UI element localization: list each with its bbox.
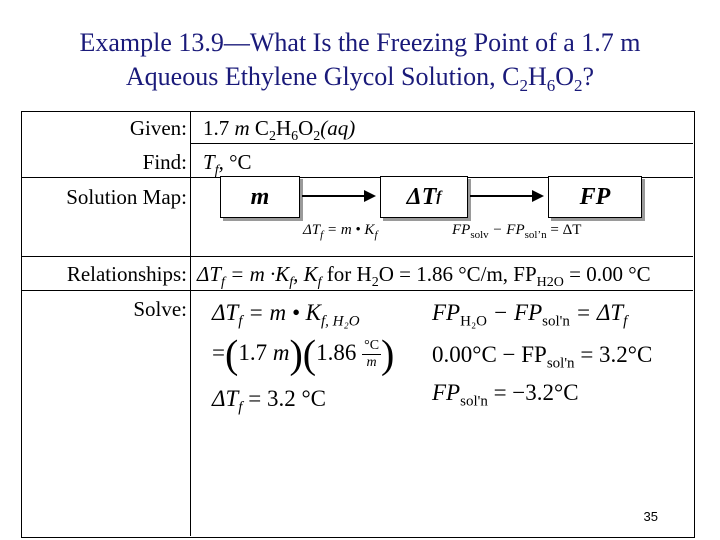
eq-text: − FP [488,222,525,238]
rel-sub: H2O [536,275,564,291]
solve-text: FP [432,380,461,405]
solve-text: 1.7 [238,339,268,365]
paren-close: ) [381,331,395,377]
find-sub: f [214,163,219,179]
solve-text: 1.86 [316,339,357,365]
map-box-fp [548,176,642,218]
eq-sub: sol’n [524,229,547,241]
solve-eq-left-2 [212,331,395,377]
fraction [362,338,381,371]
arrow-icon [302,186,376,206]
map-box-sub: f [436,188,442,205]
solve-sub: f [238,313,243,330]
paren-open: ( [302,331,317,377]
solve-eq-left-1 [212,300,360,331]
solve-text: = −3.2°C [487,380,579,405]
given-element: O [298,116,314,140]
title-sub: 2 [574,76,583,96]
title-text: O [555,62,575,91]
solve-text: = 3.2°C [574,342,653,367]
rel-text: = 0.00 °C [563,262,651,286]
rel-text: for H [321,262,372,286]
find-unit: , °C [218,150,252,174]
solve-text: ΔT [212,300,239,325]
eq-sub: f [320,229,324,241]
find-label: Find: [142,150,187,174]
solve-text: FP [432,300,461,325]
solve-text: − FP [487,300,543,325]
map-equation-1 [303,222,378,241]
solve-text: = ΔT [569,300,624,325]
solution-map-label: Solution Map: [66,185,187,209]
rel-sub: f [289,275,294,291]
solve-unit: m [272,339,290,365]
map-box-text: m [250,183,270,210]
fraction-denominator: m [366,355,377,370]
table-divider [190,111,191,536]
rel-text: ΔT [197,262,222,286]
given-state: (aq) [320,116,356,140]
solve-text: = m • K [242,300,321,325]
solve-sub: sol'n [542,313,570,330]
paren-open: ( [224,331,239,377]
slide-title [0,26,720,103]
given-sub: 2 [313,129,321,145]
rel-text: = m ·K [224,262,290,286]
title-line-1: Example 13.9—What Is the Freezing Point of a 1.7 m [79,28,641,57]
title-text: Aqueous Ethylene Glycol Solution, C [125,62,520,91]
rel-text: , K [293,262,318,286]
given-element: C [254,116,269,140]
eq-text: = m • K [323,222,375,238]
find-value [203,150,251,179]
solve-eq-left-3 [212,386,326,417]
paren-close: ) [289,331,303,377]
page-number: 35 [643,509,658,524]
given-sub: 2 [268,129,276,145]
fraction-numerator: °C [364,338,380,353]
given-value [203,116,355,145]
eq-sub: solv [470,229,489,241]
solve-eq-right-2 [432,342,652,373]
map-box-molality [220,176,300,218]
title-line-2 [0,60,720,103]
map-equation-2 [452,222,581,241]
title-sub: 6 [546,76,556,96]
eq-text: = ΔT [546,222,582,238]
eq-text: ΔT [303,222,321,238]
rel-sub: f [317,275,322,291]
eq-sub: f [374,229,378,241]
solve-sub: f, H₂O [321,313,360,330]
map-box-delta-t [380,176,468,218]
relationships-value [197,262,651,291]
find-symbol: T [203,150,215,174]
given-label: Given: [129,116,187,140]
solve-text: = [212,339,225,365]
solve-sub: sol'n [546,355,575,372]
arrow-icon [470,186,544,206]
row-divider [21,256,693,257]
relationships-label: Relationships: [66,262,187,286]
title-sub: 2 [519,76,528,96]
solve-eq-right-1 [432,300,627,331]
rel-sub: f [221,275,225,291]
rel-text: O = 1.86 °C/m, FP [378,262,537,286]
given-unit: m [234,116,250,140]
eq-text: FP [452,222,471,238]
rel-sub: 2 [371,275,379,291]
solve-sub: H₂O [460,313,488,330]
title-text: H [527,62,547,91]
title-text: ? [582,62,595,91]
given-element: H [275,116,292,140]
given-amount: 1.7 [203,116,230,140]
solve-text: ΔT [212,386,239,411]
solve-text: = 3.2 °C [242,386,326,411]
solve-eq-right-3 [432,380,579,411]
map-box-text: ΔT [406,183,437,210]
solve-text: 0.00°C − FP [432,342,547,367]
given-sub: 6 [291,129,299,145]
solve-sub: sol'n [460,393,488,410]
map-box-text: FP [579,183,611,210]
solve-label: Solve: [133,297,187,321]
solve-sub: f [238,399,243,416]
solve-sub: f [623,313,628,330]
